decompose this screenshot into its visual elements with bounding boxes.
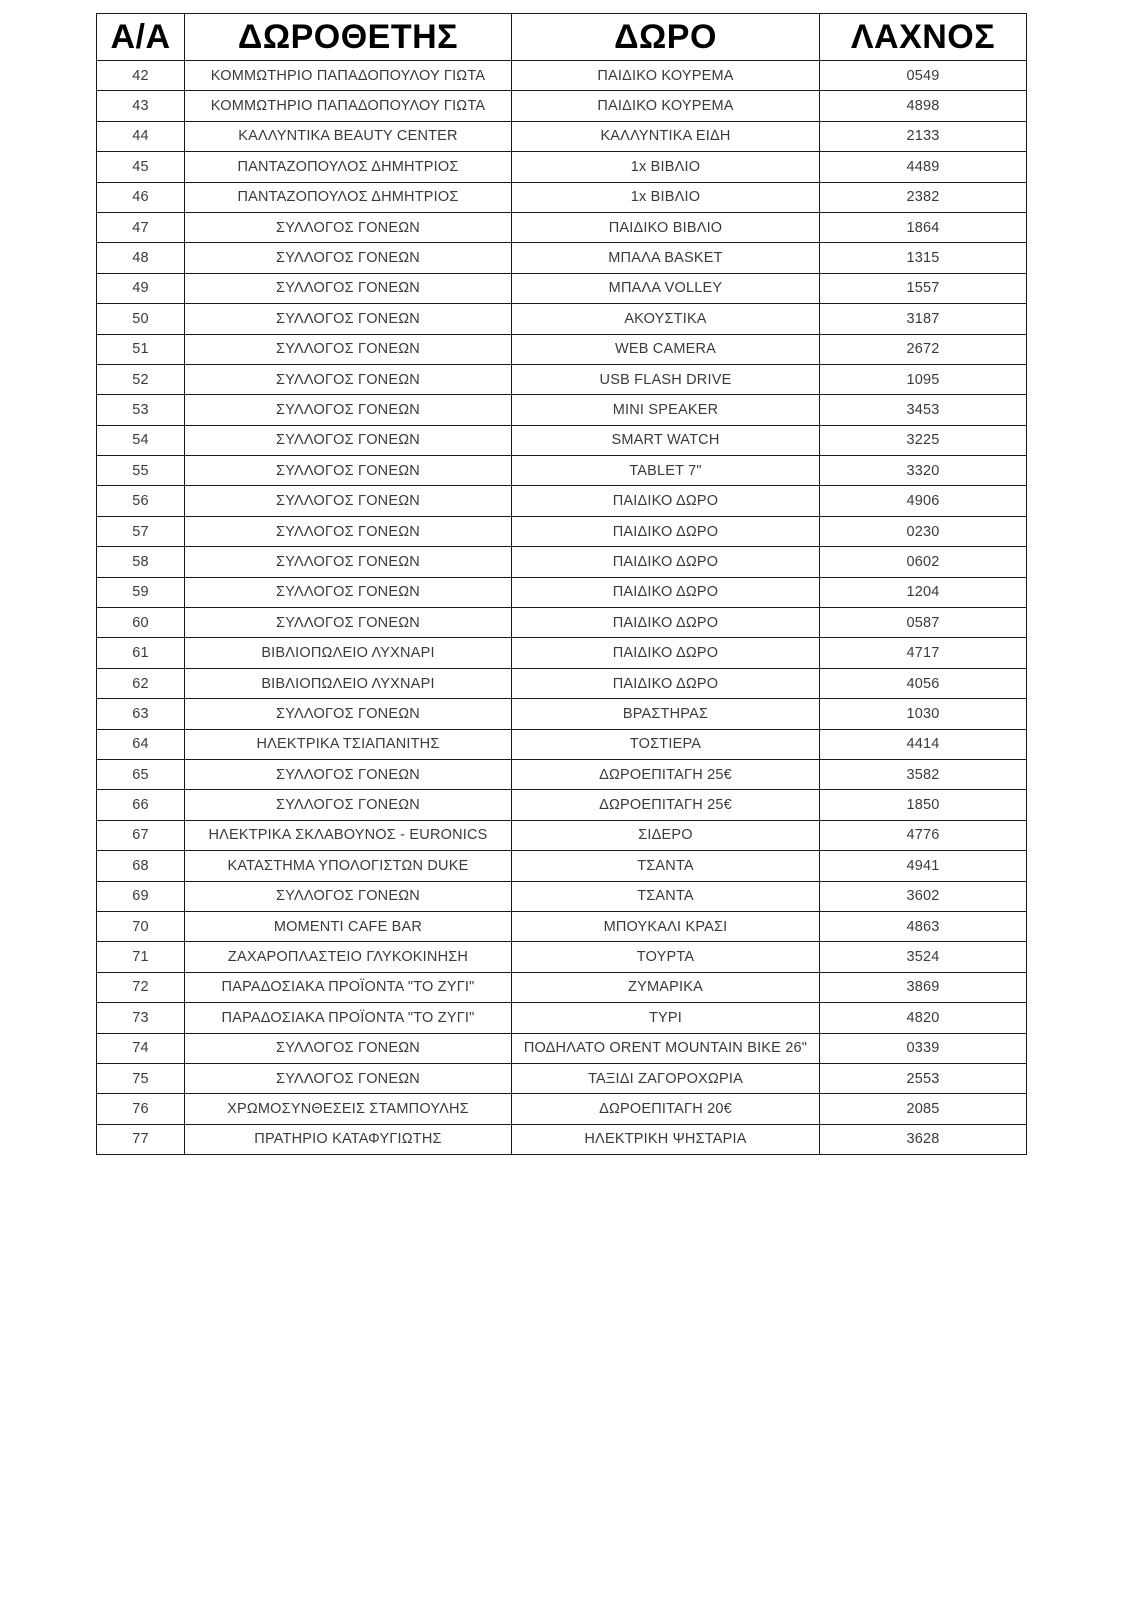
gift-cell: 1x ΒΙΒΛΙΟ <box>512 182 820 212</box>
row-number-cell: 75 <box>97 1063 185 1093</box>
gift-cell: ΤΣΑΝΤΑ <box>512 851 820 881</box>
row-number-cell: 51 <box>97 334 185 364</box>
ticket-number-cell: 1864 <box>820 212 1027 242</box>
gift-cell: USB FLASH DRIVE <box>512 364 820 394</box>
gift-cell: ΠΑΙΔΙΚΟ ΒΙΒΛΙΟ <box>512 212 820 242</box>
row-number-cell: 62 <box>97 668 185 698</box>
table-row <box>97 729 1027 759</box>
donor-cell: ΣΥΛΛΟΓΟΣ ΓΟΝΕΩΝ <box>185 273 512 303</box>
row-number-cell: 58 <box>97 547 185 577</box>
ticket-number-cell: 1030 <box>820 699 1027 729</box>
gift-cell: ΠΑΙΔΙΚΟ ΔΩΡΟ <box>512 547 820 577</box>
table-row <box>97 273 1027 303</box>
table-row <box>97 243 1027 273</box>
donor-cell: ΠΑΡΑΔΟΣΙΑΚΑ ΠΡΟΪΟΝΤΑ "ΤΟ ΖΥΓΙ" <box>185 972 512 1002</box>
ticket-number-cell: 3524 <box>820 942 1027 972</box>
ticket-number-cell: 4776 <box>820 820 1027 850</box>
ticket-number-cell: 1095 <box>820 364 1027 394</box>
ticket-number-cell: 3453 <box>820 395 1027 425</box>
gift-cell: ΠΑΙΔΙΚΟ ΔΩΡΟ <box>512 638 820 668</box>
ticket-number-cell: 4717 <box>820 638 1027 668</box>
row-number-cell: 54 <box>97 425 185 455</box>
gift-cell: ΤΣΑΝΤΑ <box>512 881 820 911</box>
table-header-row <box>97 14 1027 61</box>
ticket-number-cell: 4056 <box>820 668 1027 698</box>
column-header-number: Α/Α <box>97 14 185 61</box>
gift-cell: TABLET 7" <box>512 456 820 486</box>
donor-cell: ΣΥΛΛΟΓΟΣ ΓΟΝΕΩΝ <box>185 759 512 789</box>
table-row <box>97 759 1027 789</box>
table-row <box>97 1094 1027 1124</box>
table-row <box>97 486 1027 516</box>
donor-cell: ΣΥΛΛΟΓΟΣ ΓΟΝΕΩΝ <box>185 395 512 425</box>
row-number-cell: 76 <box>97 1094 185 1124</box>
ticket-number-cell: 0339 <box>820 1033 1027 1063</box>
table-row <box>97 61 1027 91</box>
donor-cell: ΣΥΛΛΟΓΟΣ ΓΟΝΕΩΝ <box>185 1063 512 1093</box>
gift-cell: ΚΑΛΛΥΝΤΙΚΑ ΕΙΔΗ <box>512 121 820 151</box>
table-row <box>97 1003 1027 1033</box>
row-number-cell: 50 <box>97 304 185 334</box>
row-number-cell: 77 <box>97 1124 185 1154</box>
donor-cell: ΠΡΑΤΗΡΙΟ ΚΑΤΑΦΥΓΙΩΤΗΣ <box>185 1124 512 1154</box>
ticket-number-cell: 0602 <box>820 547 1027 577</box>
gift-cell: ΜΠΑΛΑ VOLLEY <box>512 273 820 303</box>
donor-cell: ΣΥΛΛΟΓΟΣ ΓΟΝΕΩΝ <box>185 577 512 607</box>
gift-cell: ΣΙΔΕΡΟ <box>512 820 820 850</box>
gift-cell: ΔΩΡΟΕΠΙΤΑΓΗ 25€ <box>512 790 820 820</box>
table-row <box>97 182 1027 212</box>
row-number-cell: 55 <box>97 456 185 486</box>
donor-cell: ΚΑΛΛΥΝΤΙΚΑ BEAUTY CENTER <box>185 121 512 151</box>
table-row <box>97 911 1027 941</box>
ticket-number-cell: 2382 <box>820 182 1027 212</box>
row-number-cell: 53 <box>97 395 185 425</box>
table-body <box>97 61 1027 1155</box>
row-number-cell: 44 <box>97 121 185 151</box>
row-number-cell: 42 <box>97 61 185 91</box>
donor-cell: ΣΥΛΛΟΓΟΣ ΓΟΝΕΩΝ <box>185 304 512 334</box>
gift-cell: ΔΩΡΟΕΠΙΤΑΓΗ 20€ <box>512 1094 820 1124</box>
donor-cell: ΣΥΛΛΟΓΟΣ ΓΟΝΕΩΝ <box>185 699 512 729</box>
table-row <box>97 516 1027 546</box>
gift-cell: ΠΑΙΔΙΚΟ ΔΩΡΟ <box>512 516 820 546</box>
ticket-number-cell: 1315 <box>820 243 1027 273</box>
donor-cell: ΚΟΜΜΩΤΗΡΙΟ ΠΑΠΑΔΟΠΟΥΛΟΥ ΓΙΩΤΑ <box>185 61 512 91</box>
table-row <box>97 304 1027 334</box>
gift-cell: ΔΩΡΟΕΠΙΤΑΓΗ 25€ <box>512 759 820 789</box>
table-row <box>97 608 1027 638</box>
table-row <box>97 790 1027 820</box>
row-number-cell: 46 <box>97 182 185 212</box>
donor-cell: ΒΙΒΛΙΟΠΩΛΕΙΟ ΛΥΧΝΑΡΙ <box>185 668 512 698</box>
row-number-cell: 56 <box>97 486 185 516</box>
table-row <box>97 881 1027 911</box>
table-row <box>97 638 1027 668</box>
donor-cell: ΣΥΛΛΟΓΟΣ ΓΟΝΕΩΝ <box>185 243 512 273</box>
gift-cell: ΤΑΞΙΔΙ ΖΑΓΟΡΟΧΩΡΙΑ <box>512 1063 820 1093</box>
row-number-cell: 71 <box>97 942 185 972</box>
ticket-number-cell: 4941 <box>820 851 1027 881</box>
gift-cell: ΒΡΑΣΤΗΡΑΣ <box>512 699 820 729</box>
donor-cell: ΣΥΛΛΟΓΟΣ ΓΟΝΕΩΝ <box>185 516 512 546</box>
table-row <box>97 121 1027 151</box>
donor-cell: ΣΥΛΛΟΓΟΣ ΓΟΝΕΩΝ <box>185 608 512 638</box>
row-number-cell: 63 <box>97 699 185 729</box>
gift-cell: ΤΥΡΙ <box>512 1003 820 1033</box>
gift-cell: ΠΑΙΔΙΚΟ ΔΩΡΟ <box>512 608 820 638</box>
gift-cell: WEB CAMERA <box>512 334 820 364</box>
row-number-cell: 68 <box>97 851 185 881</box>
ticket-number-cell: 4489 <box>820 152 1027 182</box>
donor-cell: ΣΥΛΛΟΓΟΣ ΓΟΝΕΩΝ <box>185 425 512 455</box>
ticket-number-cell: 3628 <box>820 1124 1027 1154</box>
donor-cell: ΖΑΧΑΡΟΠΛΑΣΤΕΙΟ ΓΛΥΚΟΚΙΝΗΣΗ <box>185 942 512 972</box>
gift-cell: ΑΚΟΥΣΤΙΚΑ <box>512 304 820 334</box>
donor-cell: ΣΥΛΛΟΓΟΣ ΓΟΝΕΩΝ <box>185 547 512 577</box>
row-number-cell: 65 <box>97 759 185 789</box>
row-number-cell: 67 <box>97 820 185 850</box>
ticket-number-cell: 4898 <box>820 91 1027 121</box>
row-number-cell: 74 <box>97 1033 185 1063</box>
table-row <box>97 820 1027 850</box>
ticket-number-cell: 2085 <box>820 1094 1027 1124</box>
column-header-donor: ΔΩΡΟΘΕΤΗΣ <box>185 14 512 61</box>
donor-cell: ΣΥΛΛΟΓΟΣ ΓΟΝΕΩΝ <box>185 334 512 364</box>
ticket-number-cell: 0230 <box>820 516 1027 546</box>
ticket-number-cell: 4414 <box>820 729 1027 759</box>
ticket-number-cell: 4863 <box>820 911 1027 941</box>
ticket-number-cell: 2133 <box>820 121 1027 151</box>
gift-cell: ΠΟΔΗΛΑΤΟ ORENT MOUNTAIN BIKE 26" <box>512 1033 820 1063</box>
gift-cell: ΤΟΥΡΤΑ <box>512 942 820 972</box>
table-row <box>97 668 1027 698</box>
row-number-cell: 48 <box>97 243 185 273</box>
row-number-cell: 69 <box>97 881 185 911</box>
row-number-cell: 57 <box>97 516 185 546</box>
donor-cell: ΣΥΛΛΟΓΟΣ ΓΟΝΕΩΝ <box>185 364 512 394</box>
gift-cell: 1x ΒΙΒΛΙΟ <box>512 152 820 182</box>
ticket-number-cell: 3187 <box>820 304 1027 334</box>
row-number-cell: 45 <box>97 152 185 182</box>
row-number-cell: 49 <box>97 273 185 303</box>
table-row <box>97 456 1027 486</box>
donor-cell: ΣΥΛΛΟΓΟΣ ΓΟΝΕΩΝ <box>185 486 512 516</box>
gift-cell: MINI SPEAKER <box>512 395 820 425</box>
ticket-number-cell: 2553 <box>820 1063 1027 1093</box>
ticket-number-cell: 0549 <box>820 61 1027 91</box>
donor-cell: ΣΥΛΛΟΓΟΣ ΓΟΝΕΩΝ <box>185 1033 512 1063</box>
row-number-cell: 70 <box>97 911 185 941</box>
donor-cell: ΣΥΛΛΟΓΟΣ ΓΟΝΕΩΝ <box>185 790 512 820</box>
gift-cell: ΖΥΜΑΡΙΚΑ <box>512 972 820 1002</box>
donor-cell: ΠΑΡΑΔΟΣΙΑΚΑ ΠΡΟΪΟΝΤΑ "ΤΟ ΖΥΓΙ" <box>185 1003 512 1033</box>
row-number-cell: 60 <box>97 608 185 638</box>
lottery-results-table <box>96 13 1027 1155</box>
table-row <box>97 547 1027 577</box>
donor-cell: ΣΥΛΛΟΓΟΣ ΓΟΝΕΩΝ <box>185 212 512 242</box>
ticket-number-cell: 3582 <box>820 759 1027 789</box>
table-row <box>97 334 1027 364</box>
ticket-number-cell: 3602 <box>820 881 1027 911</box>
row-number-cell: 61 <box>97 638 185 668</box>
table-row <box>97 1063 1027 1093</box>
donor-cell: ΠΑΝΤΑΖΟΠΟΥΛΟΣ ΔΗΜΗΤΡΙΟΣ <box>185 152 512 182</box>
table-row <box>97 364 1027 394</box>
table-row <box>97 942 1027 972</box>
gift-cell: ΗΛΕΚΤΡΙΚΗ ΨΗΣΤΑΡΙΑ <box>512 1124 820 1154</box>
ticket-number-cell: 1204 <box>820 577 1027 607</box>
row-number-cell: 72 <box>97 972 185 1002</box>
donor-cell: MOMENTI CAFE BAR <box>185 911 512 941</box>
gift-cell: ΠΑΙΔΙΚΟ ΔΩΡΟ <box>512 577 820 607</box>
table-row <box>97 851 1027 881</box>
donor-cell: ΚΑΤΑΣΤΗΜΑ ΥΠΟΛΟΓΙΣΤΩΝ DUKE <box>185 851 512 881</box>
table-row <box>97 577 1027 607</box>
donor-cell: ΧΡΩΜΟΣΥΝΘΕΣΕΙΣ ΣΤΑΜΠΟΥΛΗΣ <box>185 1094 512 1124</box>
gift-cell: ΠΑΙΔΙΚΟ ΔΩΡΟ <box>512 668 820 698</box>
column-header-ticket: ΛΑΧΝΟΣ <box>820 14 1027 61</box>
ticket-number-cell: 0587 <box>820 608 1027 638</box>
ticket-number-cell: 1850 <box>820 790 1027 820</box>
ticket-number-cell: 3869 <box>820 972 1027 1002</box>
donor-cell: ΗΛΕΚΤΡΙΚΑ ΤΣΙΑΠΑΝΙΤΗΣ <box>185 729 512 759</box>
ticket-number-cell: 3225 <box>820 425 1027 455</box>
gift-cell: ΤΟΣΤΙΕΡΑ <box>512 729 820 759</box>
ticket-number-cell: 4820 <box>820 1003 1027 1033</box>
table-row <box>97 1124 1027 1154</box>
ticket-number-cell: 3320 <box>820 456 1027 486</box>
row-number-cell: 47 <box>97 212 185 242</box>
row-number-cell: 52 <box>97 364 185 394</box>
donor-cell: ΣΥΛΛΟΓΟΣ ΓΟΝΕΩΝ <box>185 456 512 486</box>
table-row <box>97 1033 1027 1063</box>
gift-cell: ΠΑΙΔΙΚΟ ΔΩΡΟ <box>512 486 820 516</box>
donor-cell: ΚΟΜΜΩΤΗΡΙΟ ΠΑΠΑΔΟΠΟΥΛΟΥ ΓΙΩΤΑ <box>185 91 512 121</box>
row-number-cell: 73 <box>97 1003 185 1033</box>
table-row <box>97 91 1027 121</box>
row-number-cell: 64 <box>97 729 185 759</box>
lottery-results-page <box>96 13 1026 1155</box>
donor-cell: ΗΛΕΚΤΡΙΚΑ ΣΚΛΑΒΟΥΝΟΣ - EURONICS <box>185 820 512 850</box>
gift-cell: ΜΠΑΛΑ BASKET <box>512 243 820 273</box>
row-number-cell: 43 <box>97 91 185 121</box>
donor-cell: ΒΙΒΛΙΟΠΩΛΕΙΟ ΛΥΧΝΑΡΙ <box>185 638 512 668</box>
donor-cell: ΠΑΝΤΑΖΟΠΟΥΛΟΣ ΔΗΜΗΤΡΙΟΣ <box>185 182 512 212</box>
gift-cell: SMART WATCH <box>512 425 820 455</box>
ticket-number-cell: 4906 <box>820 486 1027 516</box>
table-row <box>97 212 1027 242</box>
gift-cell: ΠΑΙΔΙΚΟ ΚΟΥΡΕΜΑ <box>512 61 820 91</box>
donor-cell: ΣΥΛΛΟΓΟΣ ΓΟΝΕΩΝ <box>185 881 512 911</box>
gift-cell: ΜΠΟΥΚΑΛΙ ΚΡΑΣΙ <box>512 911 820 941</box>
column-header-gift: ΔΩΡΟ <box>512 14 820 61</box>
table-row <box>97 425 1027 455</box>
row-number-cell: 66 <box>97 790 185 820</box>
table-row <box>97 395 1027 425</box>
ticket-number-cell: 1557 <box>820 273 1027 303</box>
gift-cell: ΠΑΙΔΙΚΟ ΚΟΥΡΕΜΑ <box>512 91 820 121</box>
table-row <box>97 152 1027 182</box>
ticket-number-cell: 2672 <box>820 334 1027 364</box>
table-row <box>97 699 1027 729</box>
table-row <box>97 972 1027 1002</box>
row-number-cell: 59 <box>97 577 185 607</box>
